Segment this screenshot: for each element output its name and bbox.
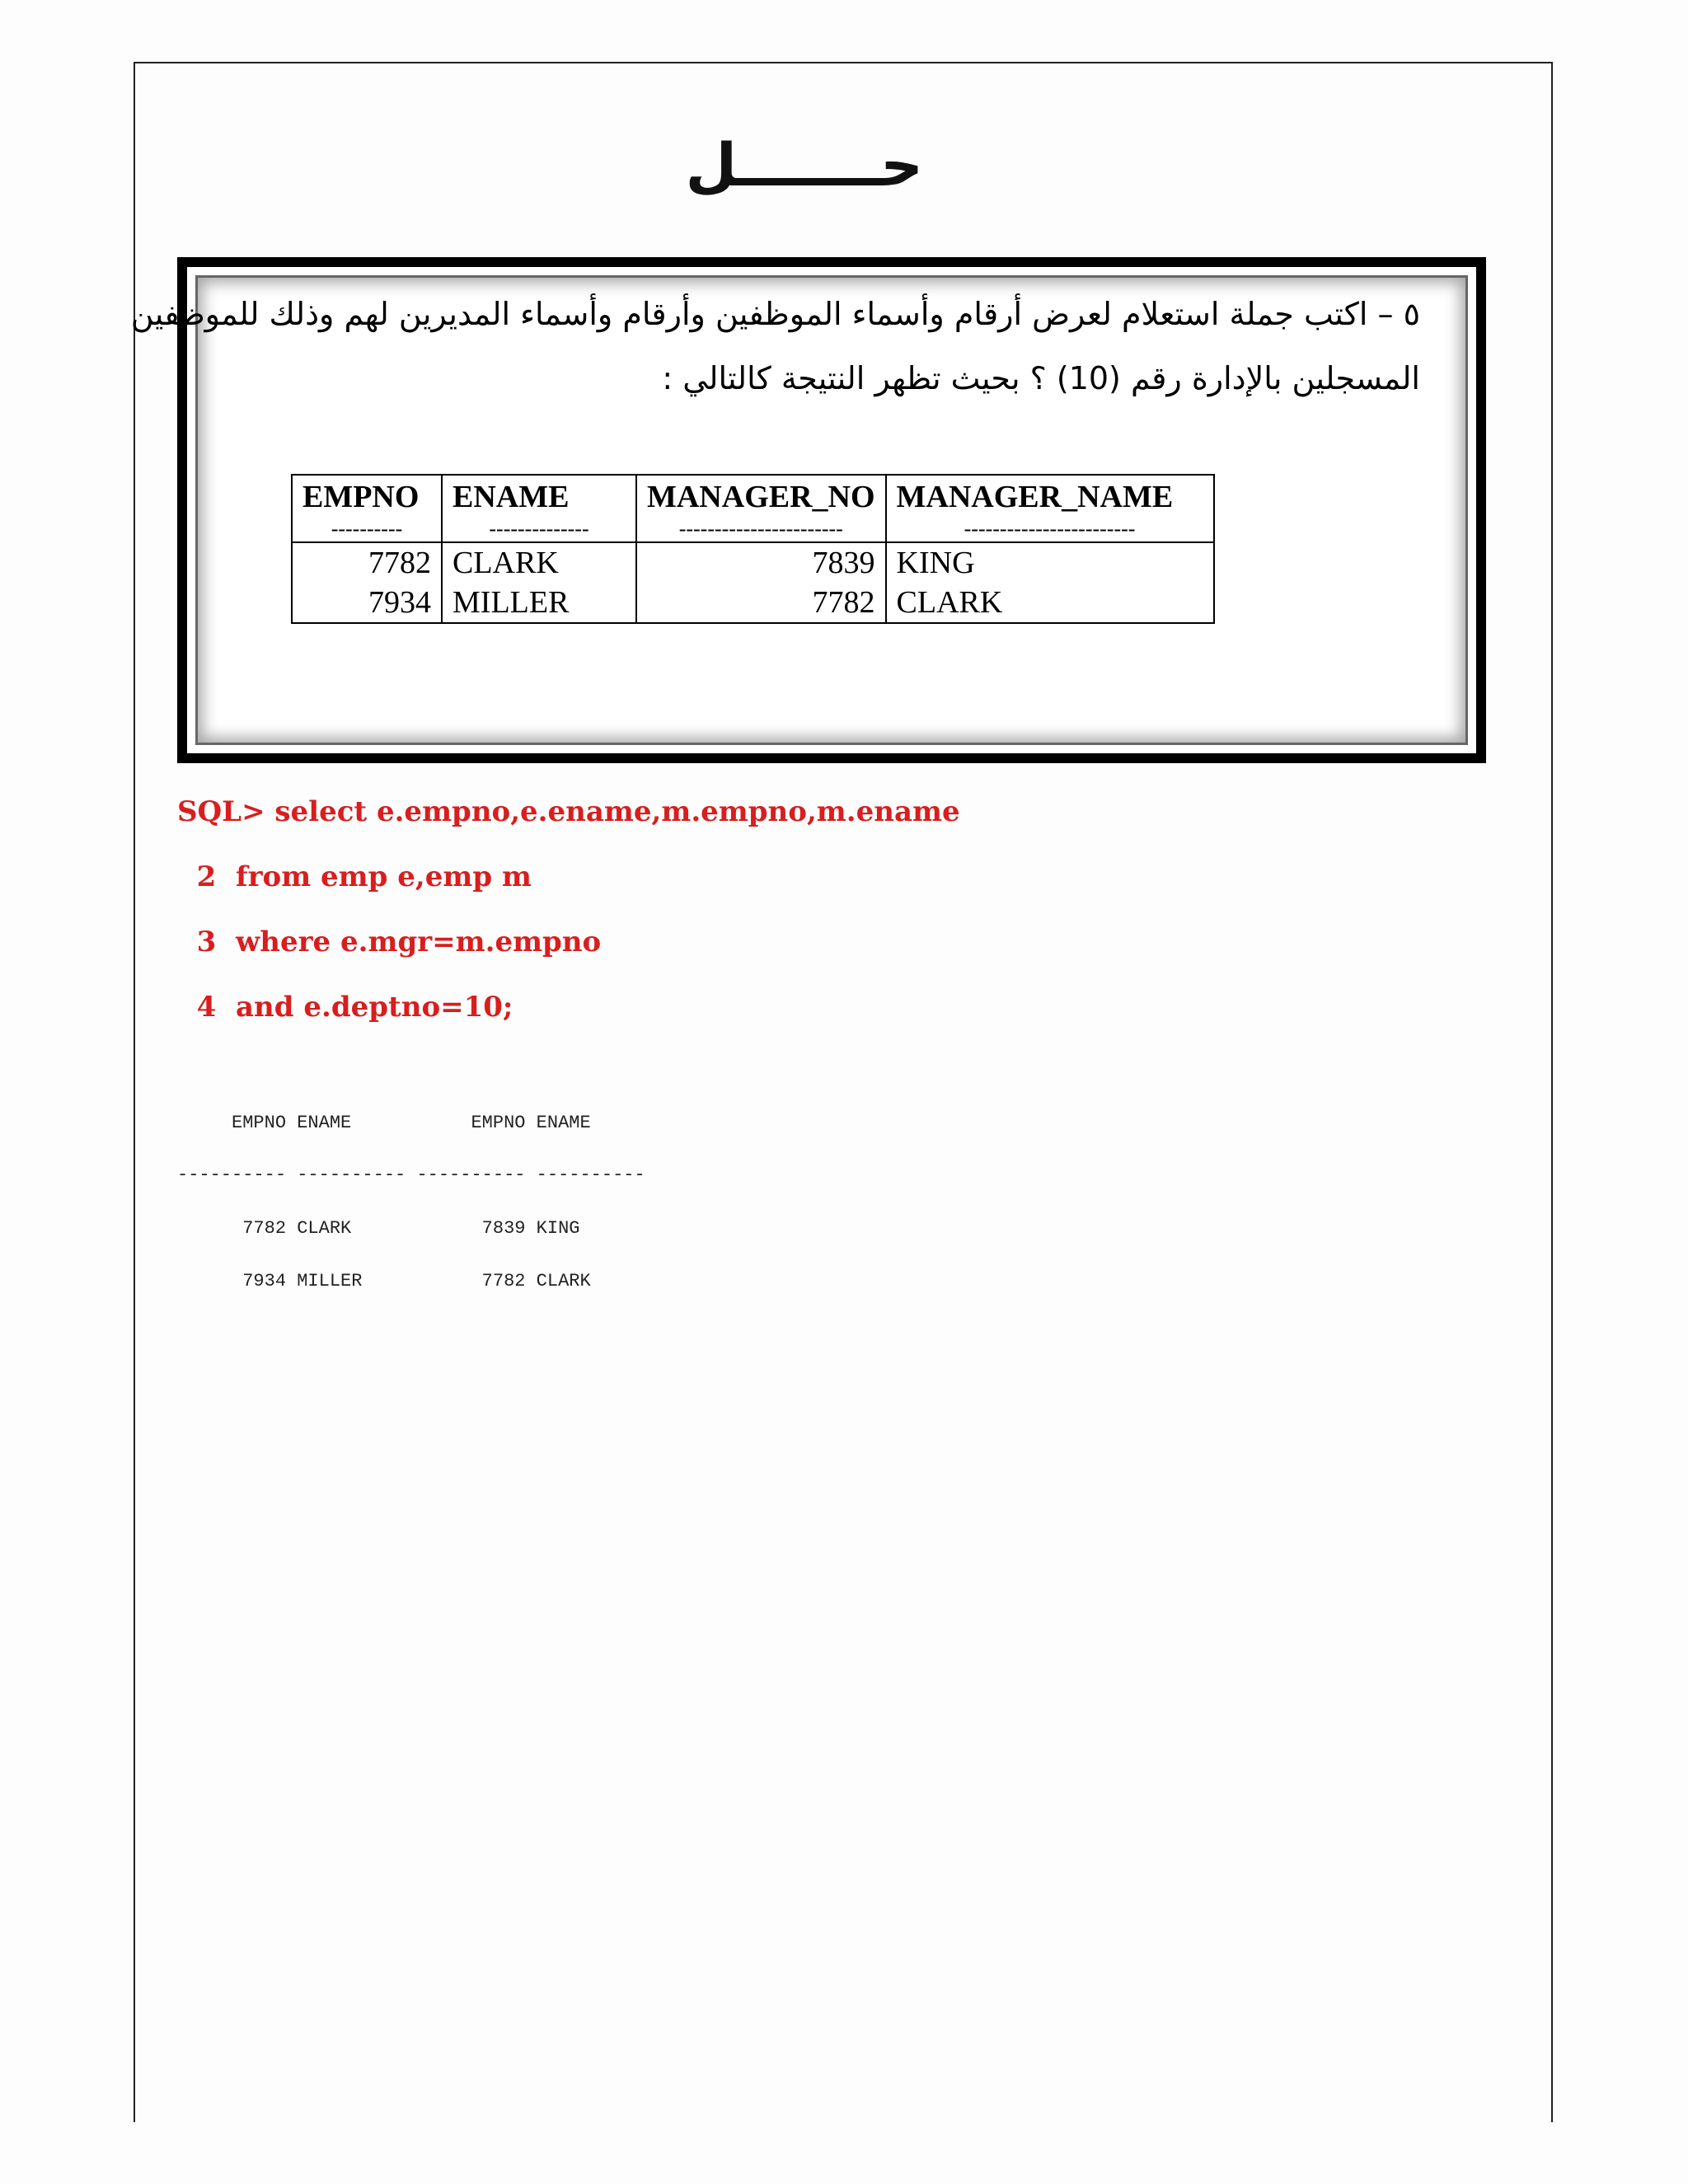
- table-header-manager-name: MANAGER_NAME: [886, 475, 1214, 517]
- table-header-empno: EMPNO: [292, 475, 442, 517]
- output-header: EMPNO ENAME EMPNO ENAME: [177, 1113, 591, 1133]
- table-row: [292, 583, 1214, 623]
- question-text-line-2: المسجلين بالإدارة رقم (10) ؟ بحيث تظهر النتيجة كالتالي :: [662, 360, 1420, 396]
- question-box-inner: [130, 275, 1468, 745]
- sql-line-3: 3 where e.mgr=m.empno: [177, 926, 602, 958]
- table-cell: CLARK: [886, 583, 1214, 623]
- expected-result-table: [291, 474, 1215, 624]
- output-row: 7934 MILLER 7782 CLARK: [177, 1271, 591, 1291]
- solution-heading: حـــــــل: [685, 130, 923, 199]
- table-dash: ------------------------: [886, 517, 1214, 542]
- table-cell: MILLER: [442, 583, 636, 623]
- table-cell: KING: [886, 542, 1214, 583]
- table-cell: CLARK: [442, 542, 636, 583]
- table-dash: --------------: [442, 517, 636, 542]
- table-dash: -----------------------: [636, 517, 886, 542]
- table-dash: ----------: [292, 517, 442, 542]
- table-cell: 7782: [292, 542, 442, 583]
- table-cell: 7934: [292, 583, 442, 623]
- table-header-ename: ENAME: [442, 475, 636, 517]
- sql-line-2: 2 from emp e,emp m: [177, 860, 532, 893]
- output-row: 7782 CLARK 7839 KING: [177, 1218, 580, 1239]
- question-box: [130, 257, 1486, 763]
- output-separator: ---------- ---------- ---------- ----------: [177, 1165, 645, 1185]
- sql-line-1: SQL> select e.empno,e.ename,m.empno,m.ename: [177, 795, 960, 828]
- question-text-line-1: ٥ – اكتب جملة استعلام لعرض أرقام وأسماء الموظفين وأرقام وأسماء المديرين لهم وذلك للموظفين: [130, 296, 1420, 332]
- table-row: [292, 542, 1214, 583]
- table-header-manager-no: MANAGER_NO: [636, 475, 886, 517]
- sql-line-4: 4 and e.deptno=10;: [177, 991, 513, 1024]
- table-cell: 7782: [636, 583, 886, 623]
- table-cell: 7839: [636, 542, 886, 583]
